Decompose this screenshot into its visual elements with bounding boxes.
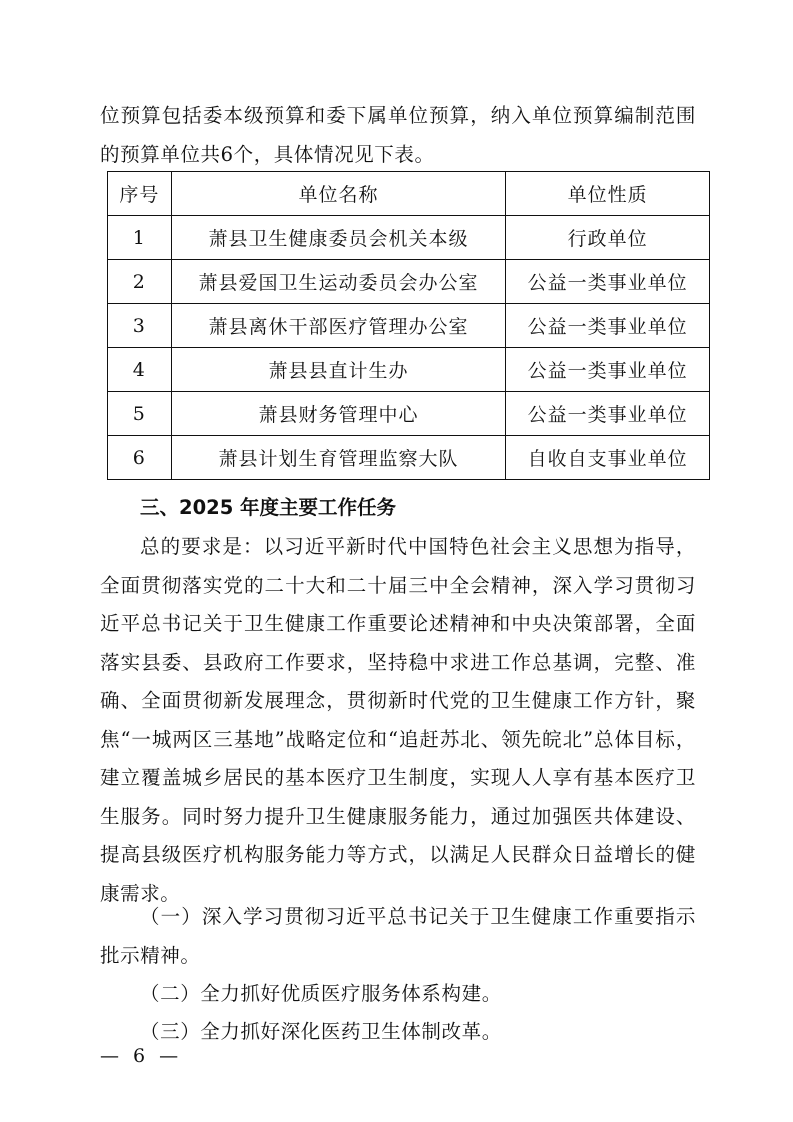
table-row [108,304,710,348]
table-row [108,216,710,260]
header-index: 序号 [108,172,172,216]
row-index: 4 [108,348,172,392]
table-row [108,260,710,304]
table-row [108,392,710,436]
row-unit-name: 萧县爱国卫生运动委员会办公室 [171,260,506,304]
table-row [108,436,710,480]
item-paragraph-1: （一）深入学习贯彻习近平总书记关于卫生健康工作重要指示批示精神。 [100,905,696,967]
page-number: — 6 — [100,1045,183,1067]
row-unit-name: 萧县财务管理中心 [171,392,506,436]
row-unit-type: 公益一类事业单位 [506,348,710,392]
header-unit-type: 单位性质 [506,172,710,216]
row-unit-name: 萧县卫生健康委员会机关本级 [171,216,506,260]
main-paragraph: 总的要求是：以习近平新时代中国特色社会主义思想为指导，全面贯彻落实党的二十大和二十届三中全会精神，深入学习贯彻习近平总书记关于卫生健康工作重要论述精神和中央决策部署，全面落实县委、县政府工作要求，坚持稳中求进工作总基调，完整、准确、全面贯彻新发展理念，贯彻新时代党的卫生健康工作方针，聚焦“一城两区三基地”战略定位和“追赶苏北、领先皖北”总体目标，建立覆盖城乡居民的基本医疗卫生制度，实现人人享有基本医疗卫生服务。同时努力提升卫生健康服务能力，通过加强医共体建设、提高县级医疗机构服务能力等方式，以满足人民群众日益增长的健康需求。 [100,535,696,905]
row-index: 5 [108,392,172,436]
row-index: 3 [108,304,172,348]
section-heading: 三、2025 年度主要工作任务 [140,496,397,519]
table-header-row [108,172,710,216]
row-index: 2 [108,260,172,304]
row-index: 6 [108,436,172,480]
row-unit-type: 自收自支事业单位 [506,436,710,480]
row-unit-name: 萧县离休干部医疗管理办公室 [171,304,506,348]
intro-paragraph: 位预算包括委本级预算和委下属单位预算，纳入单位预算编制范围的预算单位共6个，具体情况见下表。 [100,104,696,166]
header-unit-name: 单位名称 [171,172,506,216]
row-unit-type: 公益一类事业单位 [506,392,710,436]
row-unit-type: 行政单位 [506,216,710,260]
item-paragraph-3: （三）全力抓好深化医药卫生体制改革。 [140,1020,502,1043]
row-unit-type: 公益一类事业单位 [506,260,710,304]
row-unit-type: 公益一类事业单位 [506,304,710,348]
row-unit-name: 萧县计划生育管理监察大队 [171,436,506,480]
row-index: 1 [108,216,172,260]
row-unit-name: 萧县县直计生办 [171,348,506,392]
table-row [108,348,710,392]
item-paragraph-2: （二）全力抓好优质医疗服务体系构建。 [140,982,502,1005]
budget-units-table [107,171,710,480]
